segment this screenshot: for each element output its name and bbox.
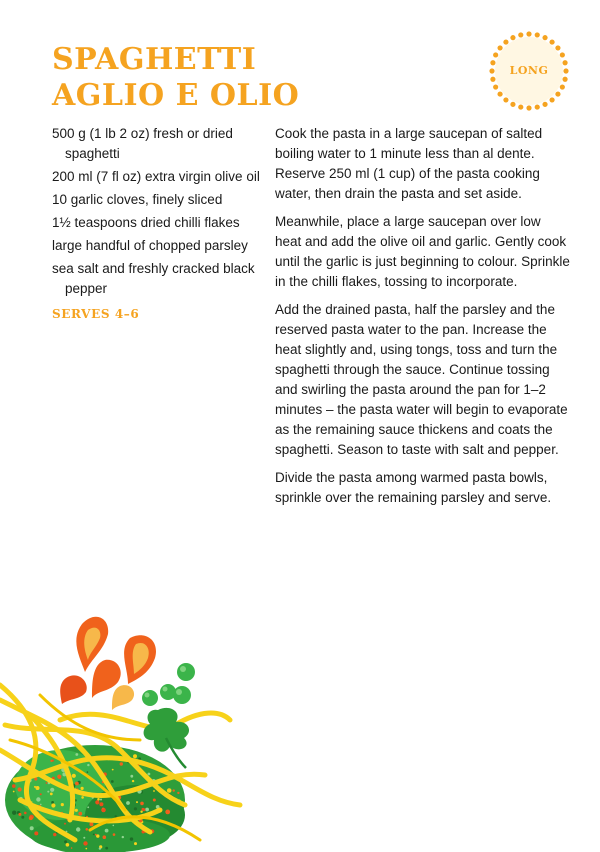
recipe-title-line-1: SPAGHETTI <box>52 42 257 77</box>
ingredient-item: 1½ teaspoons dried chilli flakes <box>52 215 240 230</box>
duration-badge-label: LONG <box>509 64 549 77</box>
ingredient-item: sea salt and freshly cracked black pepper <box>52 261 255 296</box>
spaghetti-illustration-icon <box>0 600 300 852</box>
ingredient-list <box>52 124 262 302</box>
duration-badge <box>488 30 570 112</box>
method-step: Divide the pasta among warmed pasta bowls, sprinkle over the remaining parsley and serve. <box>275 470 552 505</box>
method-step: Cook the pasta in a large saucepan of salted boiling water to 1 minute less than al dente. Reserve 250 ml (1 cup) of the pasta cooking water, then drain the pasta and set aside. <box>275 126 543 201</box>
recipe-title <box>52 42 299 114</box>
recipe-title-line-2: AGLIO E OLIO <box>52 78 300 113</box>
method-steps <box>275 124 570 516</box>
method-step: Add the drained pasta, half the parsley and the reserved pasta water to the pan. Increase the heat slightly and, using tongs, toss and turn the spaghetti through the sauce. Continue tossing and swirling the pasta around the pan for 1–2 minutes – the pasta water will begin to evaporate as the remaining sauce thickens and coats the spaghetti. Season to taste with salt and pepper. <box>275 302 568 457</box>
chilli-flakes <box>60 617 156 710</box>
peas <box>142 663 195 706</box>
method-step: Meanwhile, place a large saucepan over low heat and add the olive oil and garlic. Gently cook until the garlic is just beginning to colour. Sprinkle in the chilli flakes, tossing to incorporate. <box>275 214 570 289</box>
ingredient-item: large handful of chopped parsley <box>52 238 248 253</box>
serves-label: SERVES 4–6 <box>52 307 140 321</box>
ingredient-item: 10 garlic cloves, finely sliced <box>52 192 223 207</box>
ingredient-item: 200 ml (7 fl oz) extra virgin olive oil <box>52 169 260 184</box>
ingredient-item: 500 g (1 lb 2 oz) fresh or dried spaghetti <box>52 126 233 161</box>
